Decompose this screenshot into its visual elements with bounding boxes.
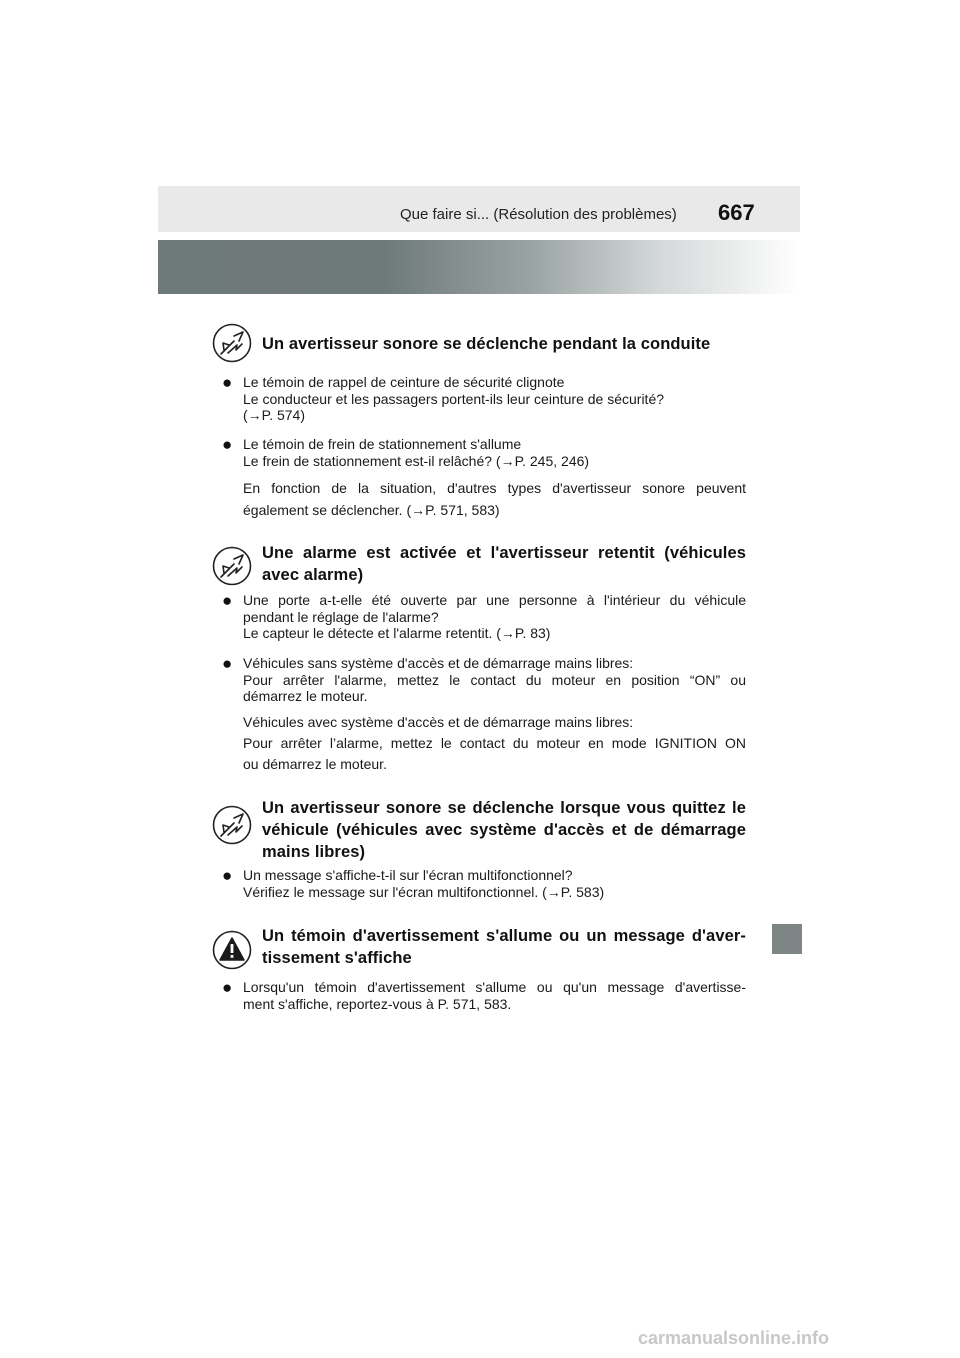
item-line: Le témoin de rappel de ceinture de sécurité clignote xyxy=(243,374,565,390)
item-line: Véhicules avec système d'accès et de démarrage mains libres: xyxy=(243,713,634,730)
section-title-line: Un avertisseur sonore se déclenche lorsque vous quittez le xyxy=(262,799,746,817)
horn-sound-icon xyxy=(212,546,252,586)
list-item xyxy=(222,655,746,775)
item-line: Lorsqu'un témoin d'avertissement s'allume ou qu'un message d'avertisse- xyxy=(243,979,746,995)
item-line: Véhicules sans système d'accès et de démarrage mains libres: xyxy=(243,655,634,671)
item-line: également se déclencher. (→P. 571, 583) xyxy=(243,502,500,518)
page-number: 667 xyxy=(718,200,755,225)
section-title-line: Un témoin d'avertissement s'allume ou un message d'aver- xyxy=(262,927,746,945)
section-title-line: mains libres) xyxy=(262,843,366,861)
bullet-icon: ● xyxy=(222,373,233,392)
section-banner xyxy=(158,240,800,294)
horn-sound-icon xyxy=(212,323,252,363)
section-title xyxy=(262,333,746,355)
warning-triangle-icon xyxy=(212,930,252,970)
chapter-tab-marker xyxy=(772,924,802,954)
item-line: pendant le réglage de l'alarme? xyxy=(243,608,439,625)
item-line: En fonction de la situation, d'autres types d'avertisseur sonore peuvent xyxy=(243,480,746,496)
list-item xyxy=(222,979,746,1012)
bullet-icon: ● xyxy=(222,978,233,997)
section-title-line: Un avertisseur sonore se déclenche pendant la conduite xyxy=(262,335,711,353)
section-title-line: Une alarme est activée et l'avertisseur retentit (véhicules xyxy=(262,544,746,562)
bullet-icon: ● xyxy=(222,591,233,610)
section-title xyxy=(262,542,746,586)
list-item xyxy=(222,592,746,642)
item-line: démarrez le moteur. xyxy=(243,688,368,704)
section-title-line: véhicule (véhicules avec système d'accès et de démarrage xyxy=(262,821,746,839)
item-line: Pour arrêter l'alarme, mettez le contact du moteur en position “ON” ou xyxy=(243,671,746,688)
horn-sound-icon xyxy=(212,805,252,845)
section-title xyxy=(262,797,746,863)
list-item xyxy=(222,867,746,900)
item-line: Une porte a-t-elle été ouverte par une personne à l'intérieur du véhicule xyxy=(243,592,746,608)
section-title-line: tissement s'affiche xyxy=(262,949,412,967)
item-line: Le conducteur et les passagers portent-ils leur ceinture de sécurité? xyxy=(243,390,665,407)
bullet-icon: ● xyxy=(222,435,233,454)
item-line: ou démarrez le moteur. xyxy=(243,755,387,772)
item-line: Le témoin de frein de stationnement s'allume xyxy=(243,436,522,452)
item-line: Le capteur le détecte et l'alarme retentit. (→P. 83) xyxy=(243,625,551,641)
item-line: Vérifiez le message sur l'écran multifonctionnel. (→P. 583) xyxy=(243,883,605,900)
section-title xyxy=(262,925,746,969)
list-item xyxy=(222,436,746,520)
watermark: carmanualsonline.info xyxy=(638,1328,830,1348)
list-item xyxy=(222,374,746,424)
item-line: (→P. 574) xyxy=(243,407,305,423)
header-title: Que faire si... (Résolution des problèmes) xyxy=(400,206,677,223)
item-line: Un message s'affiche-t-il sur l'écran multifonctionnel? xyxy=(243,867,573,883)
section-title-line: avec alarme) xyxy=(262,566,364,584)
item-line: Pour arrêter l’alarme, mettez le contact du moteur en mode IGNITION ON xyxy=(243,734,746,751)
bullet-icon: ● xyxy=(222,654,233,673)
item-line: Le frein de stationnement est-il relâché? (→P. 245, 246) xyxy=(243,452,590,469)
bullet-icon: ● xyxy=(222,866,233,885)
item-line: ment s'affiche, reportez-vous à P. 571, 583. xyxy=(243,995,512,1012)
